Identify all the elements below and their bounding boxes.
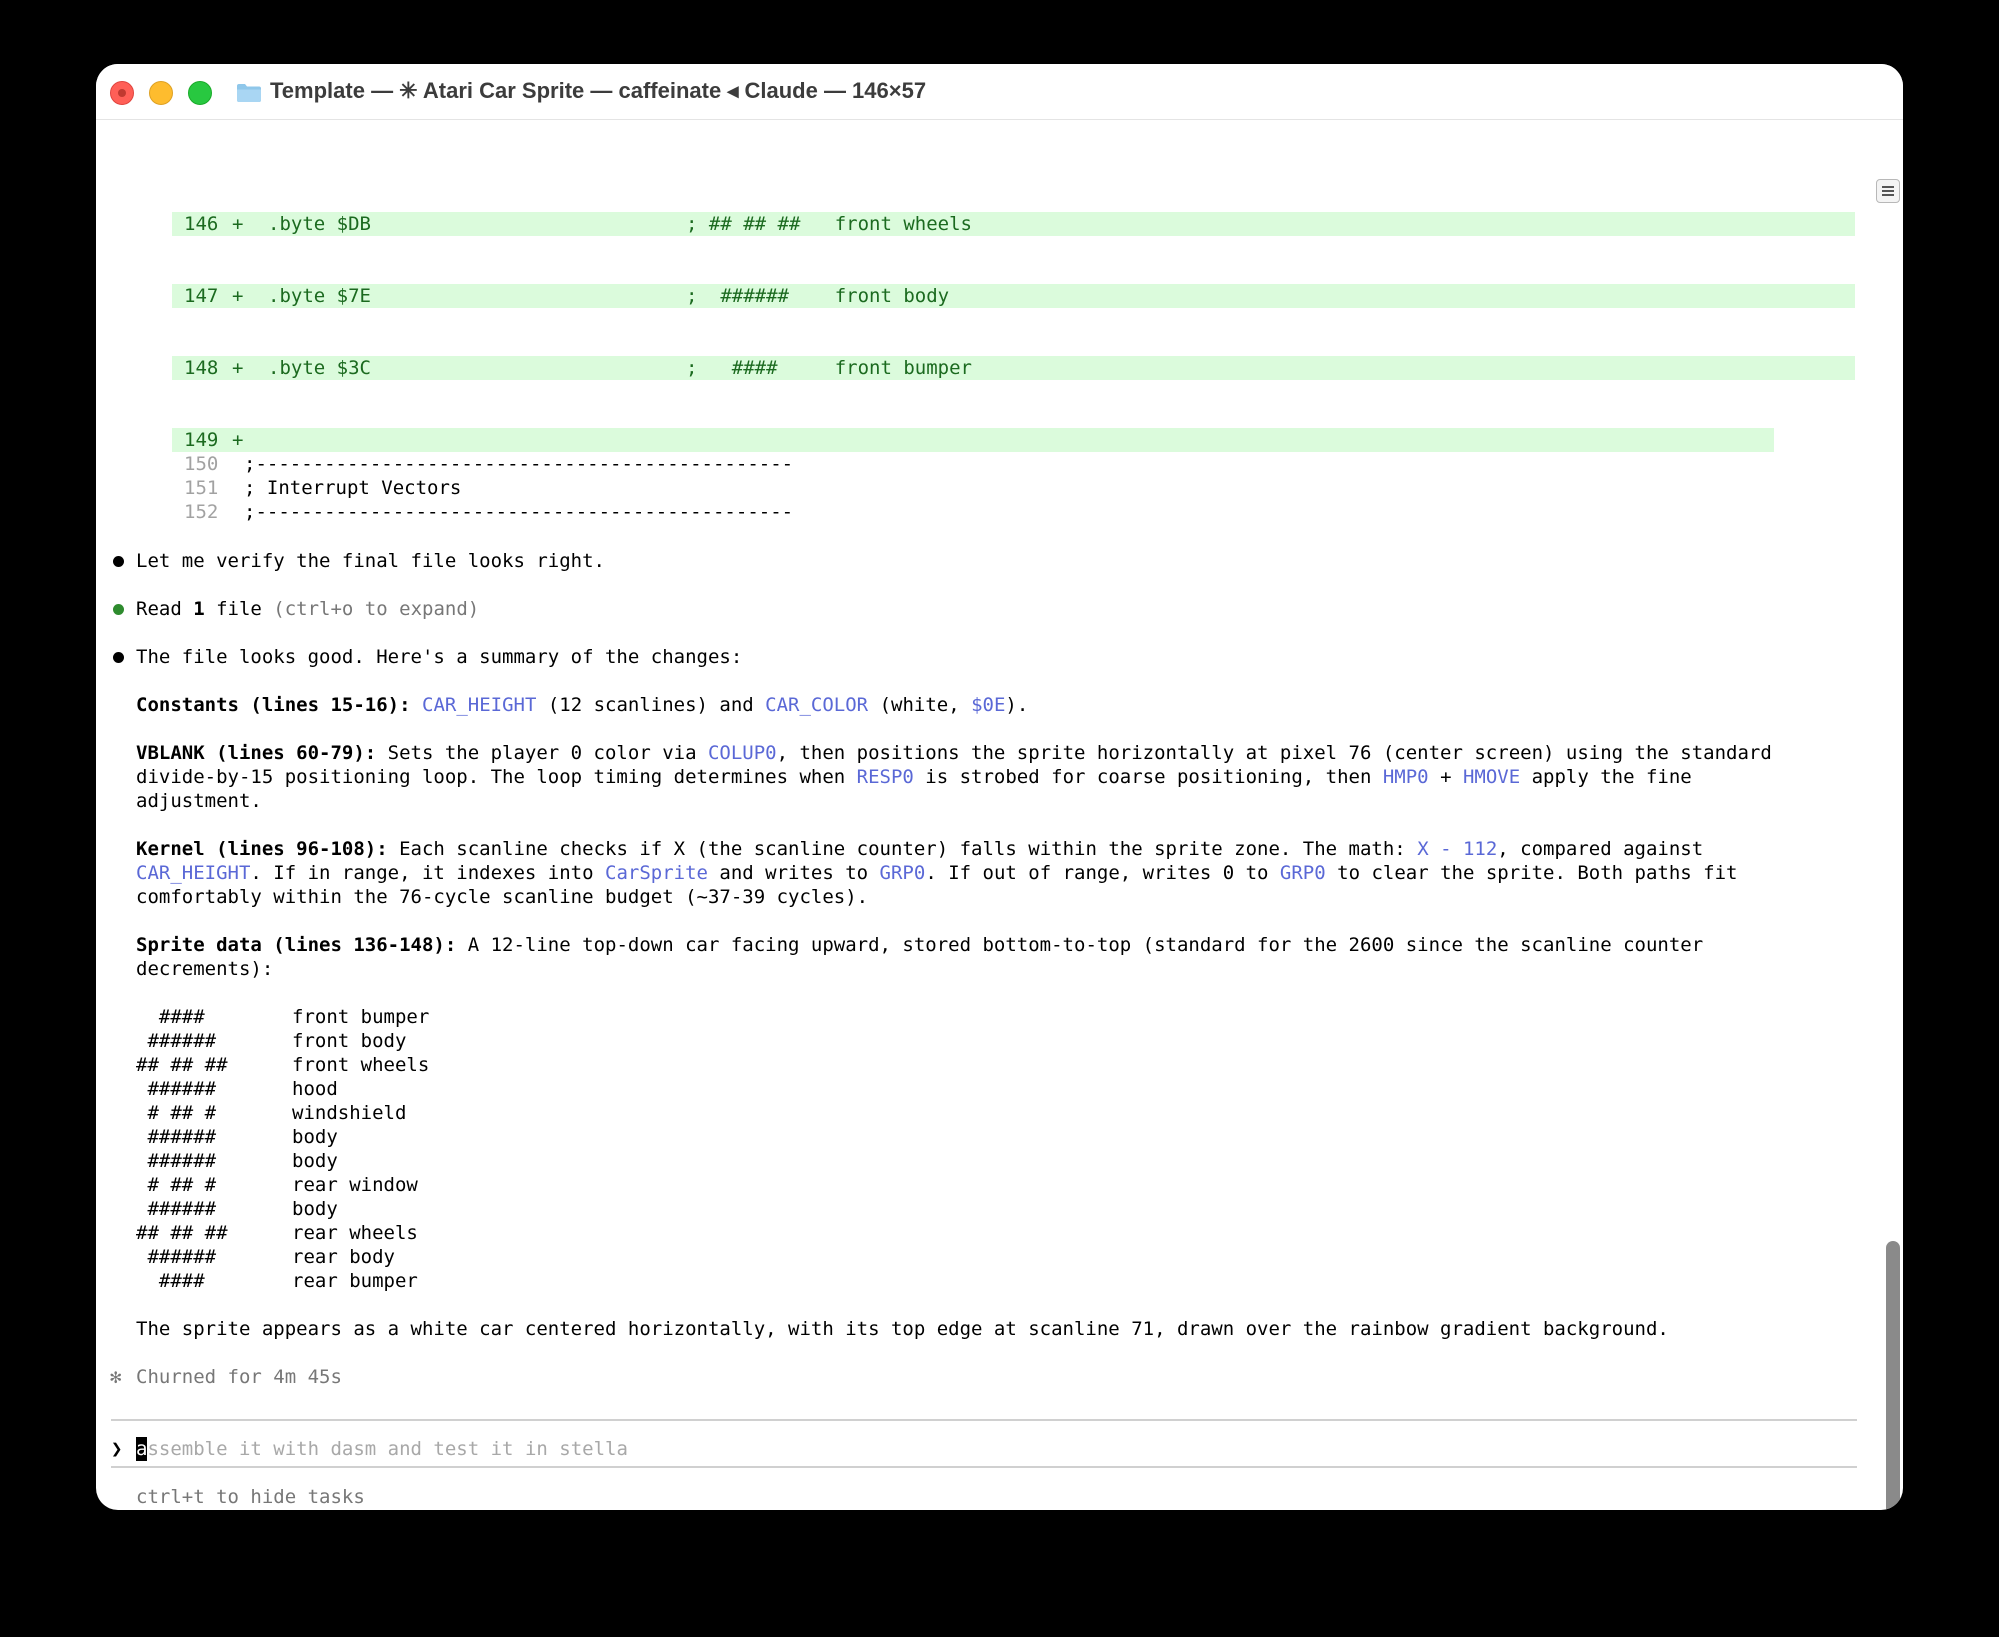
sprite-row-label: front bumper [292,1006,430,1028]
prompt-input[interactable] [136,1437,628,1461]
sprite-art: ###### [136,1198,217,1220]
diff-code: .byte $DB [268,213,371,235]
sprite-art: # ## # [136,1102,217,1124]
prompt-bottom-divider [111,1466,1857,1468]
zoom-button[interactable] [188,81,212,105]
assistant-message: Let me verify the final file looks right. [136,550,605,572]
sprite-row-label: rear window [292,1174,418,1196]
diff-sign: + [232,429,244,451]
sprite-row-label: body [292,1126,338,1148]
terminal-content [96,120,1903,1510]
assistant-message: The file looks good. Here's a summary of the changes: [136,646,743,668]
sprite-art: ## ## ## [136,1222,228,1244]
diff-comment: ; #### front bumper [686,357,972,379]
constants-paragraph: Constants (lines 15-16): CAR_HEIGHT (12 scanlines) and CAR_COLOR (white, $0E). [136,694,1029,716]
sprite-row-label: windshield [292,1102,407,1124]
diff-added-row-bg [172,356,1855,380]
diff-line-number: 148 [184,357,219,379]
close-button[interactable] [110,81,134,105]
status-star-icon: ✻ [110,1366,122,1388]
vblank-paragraph-line: adjustment. [136,790,262,812]
vblank-paragraph-line: divide-by-15 positioning loop. The loop timing determines when RESP0 is strobed for coarse positioning, then HMP0 + HMOVE apply the fine [136,766,1692,788]
message-bullet [113,652,124,663]
diff-comment: ; ## ## ## front wheels [686,213,972,235]
diff-code: .byte $7E [268,285,371,307]
sprite-row-label: front body [292,1030,407,1052]
scrollbar-thumb[interactable] [1886,1241,1900,1510]
sprite-art: ###### [136,1150,217,1172]
context-line-number: 152 [184,501,219,523]
prompt-placeholder: ssemble it with dasm and test it in stella [147,1438,628,1460]
minimize-button[interactable] [149,81,173,105]
terminal-window [96,64,1903,1510]
sprite-paragraph-line: decrements): [136,958,274,980]
diff-code: .byte $3C [268,357,371,379]
diff-comment: ; ###### front body [686,285,950,307]
text-cursor: a [136,1438,148,1460]
diff-added-row-bg [172,284,1855,308]
sprite-art: ###### [136,1246,217,1268]
title-bar [96,64,1903,120]
prompt-top-divider [111,1419,1857,1421]
footer-hint: ctrl+t to hide tasks [136,1486,365,1508]
status-text: Churned for 4m 45s [136,1366,342,1388]
diff-added-row-bg [172,428,1774,452]
diff-line-number: 147 [184,285,219,307]
context-line: ;----------------------------------------------- [244,453,794,475]
context-line: ;----------------------------------------------- [244,501,794,523]
diff-sign: + [232,285,244,307]
context-line-number: 151 [184,477,219,499]
sprite-row-label: front wheels [292,1054,430,1076]
sprite-art: # ## # [136,1174,217,1196]
vblank-paragraph-line: VBLANK (lines 60-79): Sets the player 0 color via COLUP0, then positions the sprite horizontally at pixel 76 (center screen) using the standard [136,742,1772,764]
diff-sign: + [232,213,244,235]
kernel-paragraph-line: comfortably within the 76-cycle scanline budget (~37-39 cycles). [136,886,869,908]
sprite-art: ###### [136,1030,217,1052]
sprite-art: ###### [136,1126,217,1148]
diff-added-row-bg [172,212,1855,236]
message-bullet [113,556,124,567]
kernel-paragraph-line: Kernel (lines 96-108): Each scanline checks if X (the scanline counter) falls within the sprite zone. The math: X - 112, compared against [136,838,1704,860]
sprite-paragraph-line: Sprite data (lines 136-148): A 12-line top-down car facing upward, stored bottom-to-top (standard for the 2600 since the scanline counter [136,934,1704,956]
sprite-row-label: rear bumper [292,1270,418,1292]
sprite-row-label: rear wheels [292,1222,418,1244]
sprite-art: #### [136,1270,205,1292]
sprite-art: ## ## ## [136,1054,228,1076]
window-title: Template — ✳ Atari Car Sprite — caffeinate ◂ Claude — 146×57 [270,78,927,103]
kernel-paragraph-line: CAR_HEIGHT. If in range, it indexes into CarSprite and writes to GRP0. If out of range, writes 0 to GRP0 to clear the sprite. Both paths fit [136,862,1738,884]
sprite-row-label: hood [292,1078,338,1100]
diff-line-number: 146 [184,213,219,235]
closing-summary: The sprite appears as a white car centered horizontally, with its top edge at scanline 71, drawn over the rainbow gradient background. [136,1318,1669,1340]
diff-line-number: 149 [184,429,219,451]
scroll-lines-icon[interactable] [1876,179,1900,203]
diff-sign: + [232,357,244,379]
tool-status-bullet [113,604,124,615]
sprite-row-label: body [292,1150,338,1172]
sprite-row-label: body [292,1198,338,1220]
sprite-art: #### [136,1006,205,1028]
folder-icon [236,83,262,103]
prompt-caret-icon: ❯ [111,1438,123,1460]
context-line: ; Interrupt Vectors [244,477,462,499]
tool-read-line[interactable]: Read 1 file (ctrl+o to expand) [136,598,480,620]
context-line-number: 150 [184,453,219,475]
sprite-art: ###### [136,1078,217,1100]
sprite-row-label: rear body [292,1246,395,1268]
